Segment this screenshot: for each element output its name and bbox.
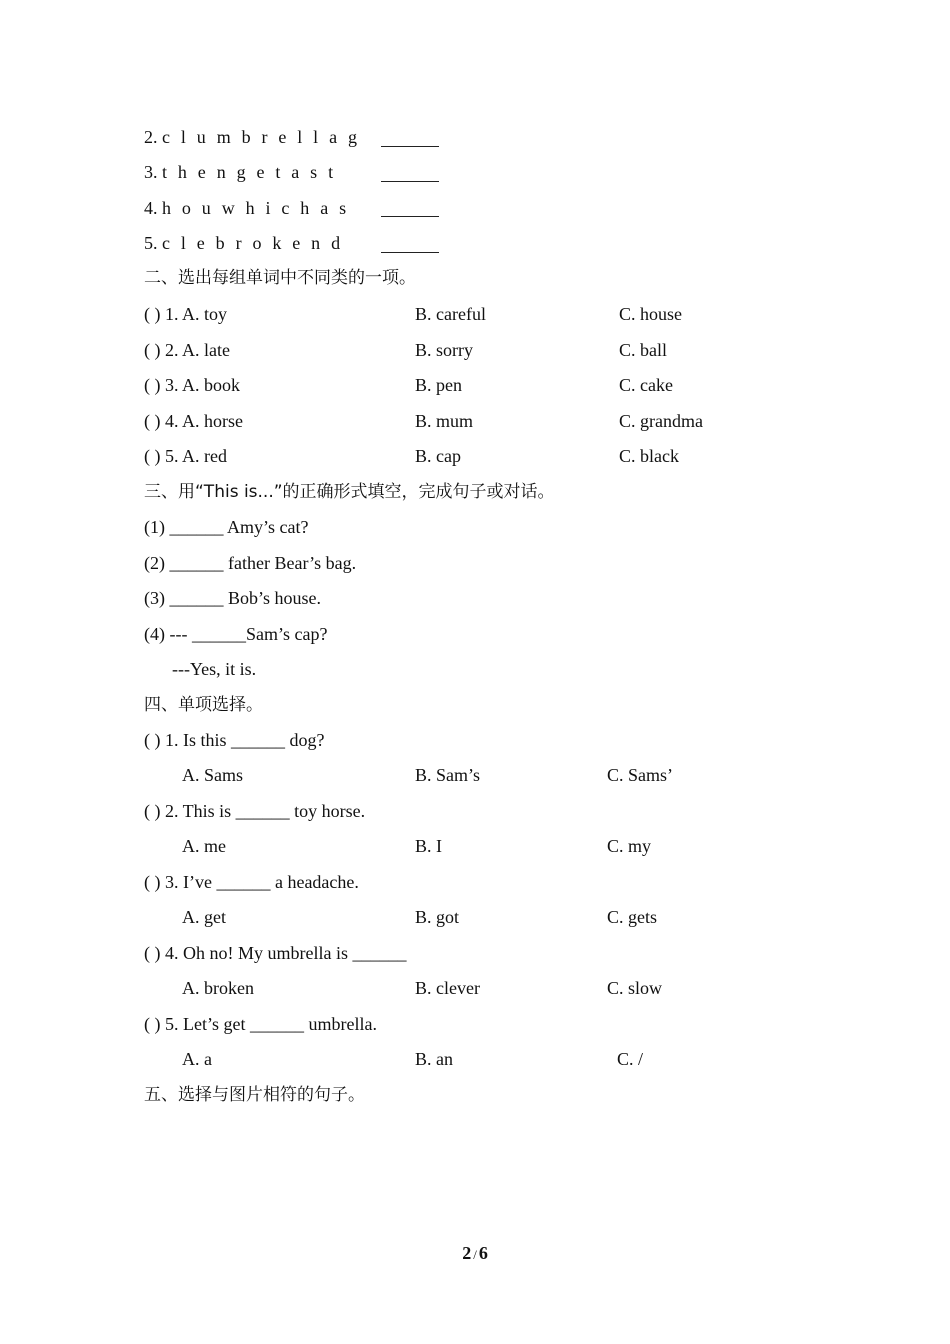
page-separator: / bbox=[473, 1247, 477, 1262]
scramble-item: 3. t h e n g e t a s t bbox=[144, 162, 337, 182]
question-item: ( ) 5. Let’s get ______ umbrella. bbox=[144, 1014, 377, 1034]
question-item: ( ) 1. Is this ______ dog? bbox=[144, 730, 325, 750]
option-c: C. cake bbox=[619, 375, 673, 395]
question-item: ( ) 3. I’ve ______ a headache. bbox=[144, 872, 359, 892]
question-item: ( ) 1. A. toy bbox=[144, 304, 227, 324]
current-page: 2 bbox=[462, 1243, 472, 1263]
section-heading: 四、单项选择。 bbox=[144, 695, 263, 715]
answer-blank[interactable] bbox=[381, 215, 439, 217]
dialogue-answer: ---Yes, it is. bbox=[172, 659, 257, 679]
option-c: C. ball bbox=[619, 340, 667, 360]
scramble-item: 5. c l e b r o k e n d bbox=[144, 233, 344, 253]
scramble-item: 2. c l u m b r e l l a g bbox=[144, 127, 361, 147]
option-b: B. Sam’s bbox=[415, 765, 481, 785]
option-c: C. house bbox=[619, 304, 682, 324]
question-item: ( ) 4. A. horse bbox=[144, 411, 243, 431]
option-b: B. got bbox=[415, 907, 460, 927]
question-item: ( ) 5. A. red bbox=[144, 446, 227, 466]
scramble-item: 4. h o u w h i c h a s bbox=[144, 198, 350, 218]
question-item: ( ) 3. A. book bbox=[144, 375, 240, 395]
fill-item: (1) ______ Amy’s cat? bbox=[144, 517, 309, 537]
fill-item: (3) ______ Bob’s house. bbox=[144, 588, 321, 608]
option-a: A. broken bbox=[182, 978, 254, 998]
question-item: ( ) 4. Oh no! My umbrella is ______ bbox=[144, 943, 407, 963]
option-c: C. / bbox=[617, 1049, 644, 1069]
answer-blank[interactable] bbox=[381, 145, 439, 147]
option-c: C. my bbox=[607, 836, 652, 856]
fill-item: (2) ______ father Bear’s bag. bbox=[144, 553, 357, 573]
option-b: B. an bbox=[415, 1049, 453, 1069]
section-heading: 五、选择与图片相符的句子。 bbox=[144, 1085, 365, 1105]
question-item: ( ) 2. This is ______ toy horse. bbox=[144, 801, 366, 821]
question-item: ( ) 2. A. late bbox=[144, 340, 230, 360]
fill-item: (4) --- ______Sam’s cap? bbox=[144, 624, 328, 644]
option-c: C. grandma bbox=[619, 411, 703, 431]
option-b: B. sorry bbox=[415, 340, 473, 360]
answer-blank[interactable] bbox=[381, 251, 439, 253]
option-c: C. gets bbox=[607, 907, 658, 927]
option-a: A. me bbox=[182, 836, 226, 856]
option-b: B. cap bbox=[415, 446, 461, 466]
option-b: B. pen bbox=[415, 375, 462, 395]
total-pages: 6 bbox=[478, 1243, 488, 1263]
option-a: A. a bbox=[182, 1049, 212, 1069]
option-b: B. clever bbox=[415, 978, 480, 998]
option-a: A. Sams bbox=[182, 765, 244, 785]
option-b: B. careful bbox=[415, 304, 486, 324]
option-c: C. Sams’ bbox=[607, 765, 674, 785]
option-a: A. get bbox=[182, 907, 226, 927]
option-c: C. black bbox=[619, 446, 679, 466]
option-b: B. I bbox=[415, 836, 442, 856]
option-c: C. slow bbox=[607, 978, 663, 998]
option-b: B. mum bbox=[415, 411, 474, 431]
answer-blank[interactable] bbox=[381, 180, 439, 182]
section-heading: 二、选出每组单词中不同类的一项。 bbox=[144, 268, 416, 288]
page-number bbox=[0, 1243, 950, 1264]
section-heading: 三、用“This is...”的正确形式填空，完成句子或对话。 bbox=[144, 482, 555, 502]
